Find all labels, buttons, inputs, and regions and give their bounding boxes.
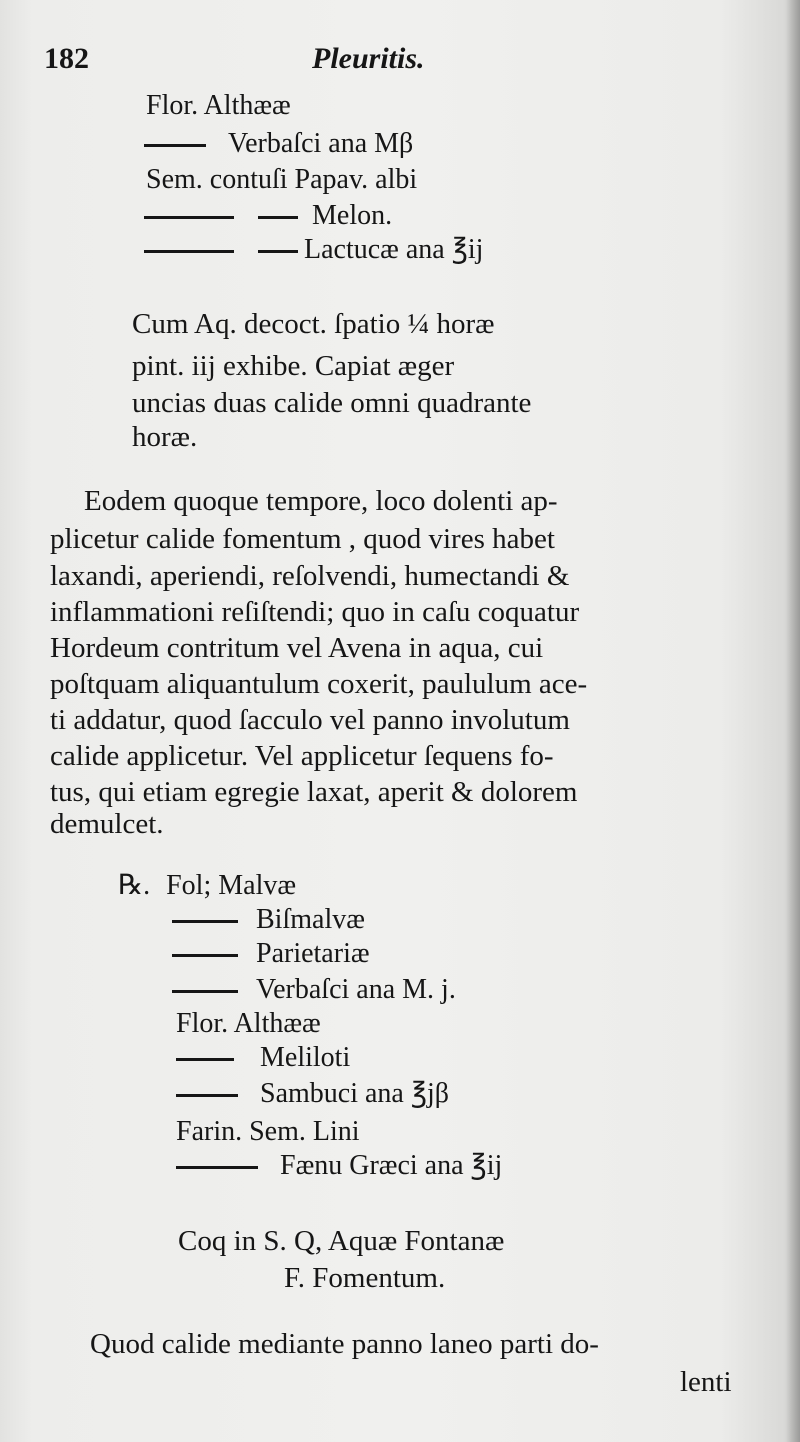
instructions1-line3: uncias duas calide omni quadrante — [132, 387, 532, 419]
paragraph-line7: ti addatur, quod ſacculo vel panno involutum — [50, 704, 570, 736]
recipe2-line7-text: Sambuci ana ℥jβ — [260, 1078, 450, 1109]
ditto-dash — [176, 1058, 234, 1061]
paragraph-line3: laxandi, aperiendi, reſolvendi, humectandi & — [50, 560, 570, 592]
ditto-dash — [176, 1094, 238, 1097]
ditto-dash — [172, 990, 238, 993]
recipe1-line1: Flor. Althææ — [146, 90, 291, 121]
paragraph-line8: calide applicetur. Vel applicetur ſequens fo- — [50, 740, 554, 772]
coq-line1: Coq in S. Q, Aquæ Fontanæ — [178, 1225, 505, 1257]
recipe2-line4 — [172, 976, 456, 1004]
instructions1-line1: Cum Aq. decoct. ſpatio ¼ horæ — [132, 308, 495, 340]
ditto-dash — [258, 250, 298, 253]
recipe1-line4-text: Melon. — [312, 200, 393, 231]
ditto-dash — [144, 250, 234, 253]
coq-line2: F. Fomentum. — [284, 1262, 446, 1294]
recipe2-line6-text: Meliloti — [260, 1042, 351, 1073]
ditto-dash — [172, 954, 238, 957]
ditto-dash — [176, 1166, 258, 1169]
recipe2-line1-text: Fol; Malvæ — [166, 870, 297, 901]
recipe2-line1 — [118, 872, 296, 900]
paragraph-line10: demulcet. — [50, 808, 164, 840]
recipe2-line3 — [172, 940, 370, 968]
recipe2-line4-text: Verbaſci ana M. j. — [256, 974, 456, 1005]
recipe1-line5 — [144, 236, 483, 264]
paragraph-line5: Hordeum contritum vel Avena in aqua, cui — [50, 632, 544, 664]
recipe2-line9-text: Fænu Græci ana ℥ij — [280, 1150, 503, 1181]
rx-symbol: ℞. — [118, 870, 151, 901]
page-number: 182 — [44, 42, 89, 75]
page-edge-shadow — [786, 0, 800, 1442]
paragraph-line1: Eodem quoque tempore, loco dolenti ap- — [84, 485, 558, 517]
instructions1-line2: pint. iij exhibe. Capiat æger — [132, 350, 455, 382]
paragraph-line9: tus, qui etiam egregie laxat, aperit & dolorem — [50, 776, 578, 808]
recipe1-line4 — [144, 202, 392, 230]
ditto-dash — [172, 920, 238, 923]
recipe2-line7 — [176, 1080, 449, 1108]
recipe2-line2-text: Biſmalvæ — [256, 904, 365, 935]
recipe1-line3: Sem. contuſi Papav. albi — [146, 164, 418, 195]
recipe1-line2 — [144, 130, 413, 158]
running-title: Pleuritis. — [312, 42, 425, 75]
ditto-dash — [144, 216, 234, 219]
recipe2-line5: Flor. Althææ — [176, 1008, 321, 1039]
recipe1-line5-text: Lactucæ ana ℥ij — [304, 234, 484, 265]
recipe1-line2-text: Verbaſci ana Mβ — [228, 128, 414, 159]
ditto-dash — [258, 216, 298, 219]
recipe2-line3-text: Parietariæ — [256, 938, 370, 969]
catchword: lenti — [680, 1366, 732, 1398]
recipe2-line9 — [176, 1152, 502, 1180]
recipe2-line2 — [172, 906, 365, 934]
instructions1-line4: horæ. — [132, 421, 198, 453]
recipe2-line6 — [176, 1044, 350, 1072]
ditto-dash — [144, 144, 206, 147]
paragraph-line6: poſtquam aliquantulum coxerit, paululum ace- — [50, 668, 588, 700]
recipe2-line8: Farin. Sem. Lini — [176, 1116, 360, 1147]
paragraph-line2: plicetur calide fomentum , quod vires habet — [50, 523, 555, 555]
paragraph-line4: inflammationi reſiſtendi; quo in caſu coquatur — [50, 596, 580, 628]
closing-line: Quod calide mediante panno laneo parti do- — [90, 1328, 599, 1360]
